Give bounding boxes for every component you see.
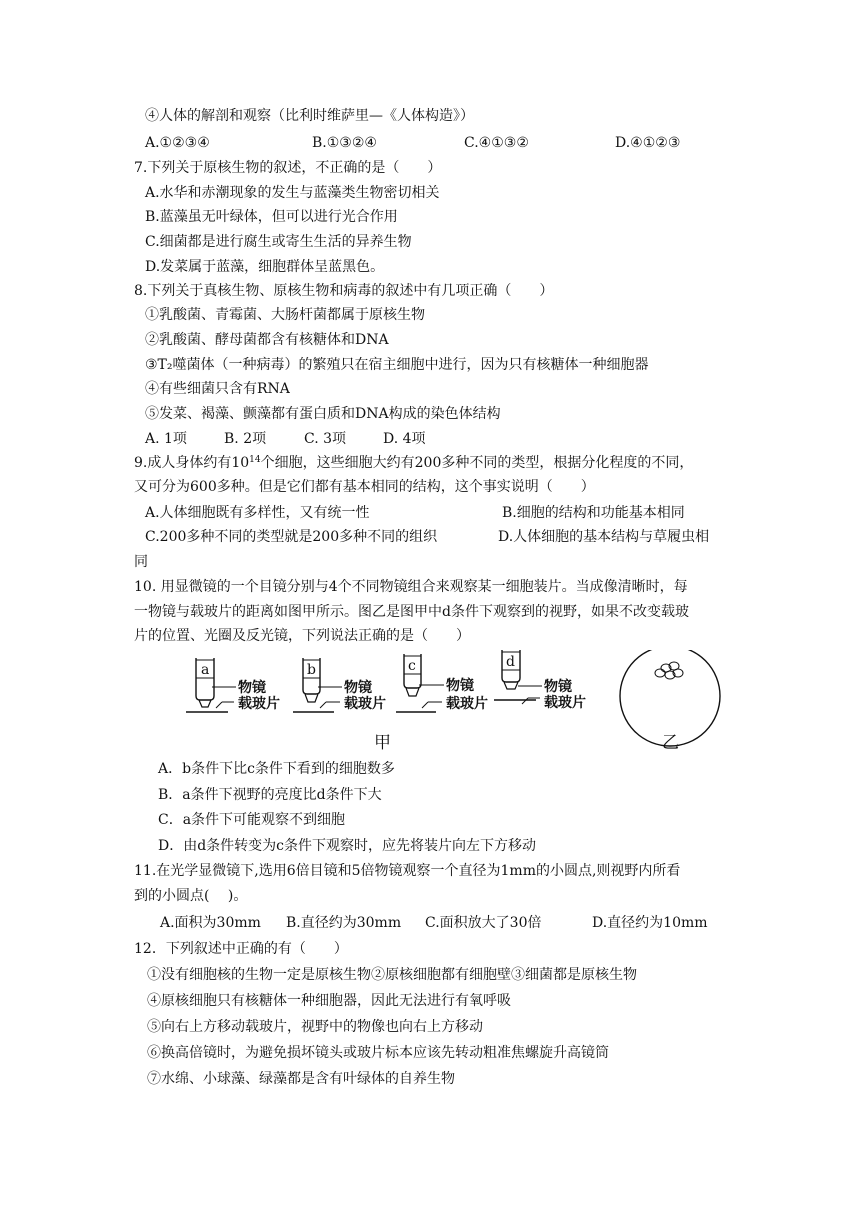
q12-item-6: ⑥换高倍镜时，为避免损坏镜头或玻片标本应该先转动粗准焦螺旋升高镜筒: [147, 1045, 609, 1061]
objective-a: [186, 658, 280, 712]
lens-letter-d: d: [506, 654, 515, 670]
q7-option-c: C.细菌都是进行腐生或寄生生活的异养生物: [145, 234, 412, 250]
q11-option-b: B.直径约为30mm: [286, 915, 402, 931]
q12-item-4: ④原核细胞只有核糖体一种细胞器，因此无法进行有氧呼吸: [147, 993, 511, 1009]
q6-option-d: D.④①②③: [615, 135, 681, 151]
q11-option-d: D.直径约为10mm: [592, 915, 708, 931]
objective-d: [494, 650, 586, 711]
q7-stem: 7.下列关于原核生物的叙述，不正确的是（ ）: [134, 160, 442, 176]
q10-stem-line1: 10. 用显微镜的一个目镜分别与4个不同物镜组合来观察某一细胞装片。当成像清晰时，每: [134, 579, 688, 595]
figure-caption-jia: 甲: [374, 733, 391, 753]
field-of-view: [620, 650, 720, 746]
figure-caption-yi: 乙: [662, 733, 679, 753]
q9-exponent: 14: [249, 455, 261, 465]
q9-option-a: A.人体细胞既有多样性，又有统一性: [145, 505, 370, 521]
objective-label-c: 物镜: [446, 678, 474, 694]
q10-stem-line3: 片的位置、光圈及反光镜，下列说法正确的是（ ）: [134, 628, 470, 644]
q12-item-7: ⑦水绵、小球藻、绿藻都是含有叶绿体的自养生物: [147, 1071, 455, 1087]
q6-option-a: A.①②③④: [145, 135, 210, 151]
slide-label-b: 载玻片: [344, 696, 386, 712]
lens-letter-b: b: [307, 662, 316, 678]
q10-option-b: B．a条件下视野的亮度比d条件下大: [158, 787, 382, 803]
q8-item-3: ③T₂噬菌体（一种病毒）的繁殖只在宿主细胞中进行，因为只有核糖体一种细胞器: [145, 357, 649, 373]
objective-b: [293, 658, 386, 712]
q12-item-1-3: ①没有细胞核的生物一定是原核生物②原核细胞都有细胞壁③细菌都是原核生物: [147, 967, 637, 983]
q12-item-5: ⑤向右上方移动载玻片，视野中的物像也向右上方移动: [147, 1019, 483, 1035]
objective-label-d: 物镜: [544, 679, 572, 695]
q12-stem: 12．下列叙述中正确的有（ ）: [134, 941, 348, 957]
q11-stem-line2: 到的小圆点( )。: [134, 888, 248, 904]
slide-label-c: 载玻片: [446, 696, 488, 712]
q11-option-c: C.面积放大了30倍: [425, 915, 542, 931]
q10-option-c: C．a条件下可能观察不到细胞: [158, 812, 346, 828]
q9-stem-part1: 9.成人身体约有10: [134, 455, 250, 471]
lens-letter-a: a: [201, 662, 210, 678]
q10-option-a: A．b条件下比c条件下看到的细胞数多: [158, 761, 395, 777]
q8-item-1: ①乳酸菌、青霉菌、大肠杆菌都属于原核生物: [145, 307, 425, 323]
q8-option-c: C. 3项: [304, 431, 347, 447]
q9-option-d: D.人体细胞的基本结构与草履虫相: [498, 529, 710, 545]
q9-stem: [134, 454, 693, 472]
q7-option-b: B.蓝藻虽无叶绿体，但可以进行光合作用: [145, 209, 398, 225]
q11-stem-line1: 11.在光学显微镜下,选用6倍目镜和5倍物镜观察一个直径为1mm的小圆点,则视野内所看: [134, 863, 681, 879]
q9-option-d-continued: 同: [134, 554, 148, 570]
q10-option-d: D．由d条件转变为c条件下观察时，应先将装片向左下方移动: [158, 838, 537, 854]
q9-stem-line2: 又可分为600多种。但是它们都有基本相同的结构，这个事实说明（ ）: [134, 479, 595, 495]
q9-option-c: C.200多种不同的类型就是200多种不同的组织: [145, 529, 438, 545]
q8-item-2: ②乳酸菌、酵母菌都含有核糖体和DNA: [145, 332, 389, 348]
q11-option-a: A.面积为30mm: [160, 915, 261, 931]
q8-item-4: ④有些细菌只含有RNA: [145, 381, 290, 397]
q8-option-b: B. 2项: [224, 431, 267, 447]
q6-option-b: B.①③②④: [312, 135, 377, 151]
q9-stem-part2: 个细胞，这些细胞大约有200多种不同的类型，根据分化程度的不同，: [260, 455, 694, 471]
q6-item-4: ④人体的解剖和观察（比利时维萨里—《人体构造》）: [145, 108, 474, 124]
q7-option-a: A.水华和赤潮现象的发生与蓝藻类生物密切相关: [145, 185, 440, 201]
q8-item-5: ⑤发菜、褐藻、颤藻都有蛋白质和DNA构成的染色体结构: [145, 406, 501, 422]
q6-option-c: C.④①③②: [464, 135, 529, 151]
objective-label-b: 物镜: [344, 680, 372, 696]
q8-stem: 8.下列关于真核生物、原核生物和病毒的叙述中有几项正确（ ）: [134, 283, 554, 299]
slide-label-a: 载玻片: [238, 696, 280, 712]
objective-label-a: 物镜: [238, 680, 266, 696]
q10-stem-line2: 一物镜与载玻片的距离如图甲所示。图乙是图甲中d条件下观察到的视野，如果不改变载玻: [134, 604, 689, 620]
q9-option-b: B.细胞的结构和功能基本相同: [502, 505, 685, 521]
q7-option-d: D.发菜属于蓝藻，细胞群体呈蓝黑色。: [145, 259, 385, 275]
objective-c: [396, 654, 488, 712]
q8-option-a: A. 1项: [145, 431, 187, 447]
q8-option-d: D. 4项: [383, 431, 426, 447]
slide-label-d: 载玻片: [544, 695, 586, 711]
lens-letter-c: c: [408, 658, 416, 674]
